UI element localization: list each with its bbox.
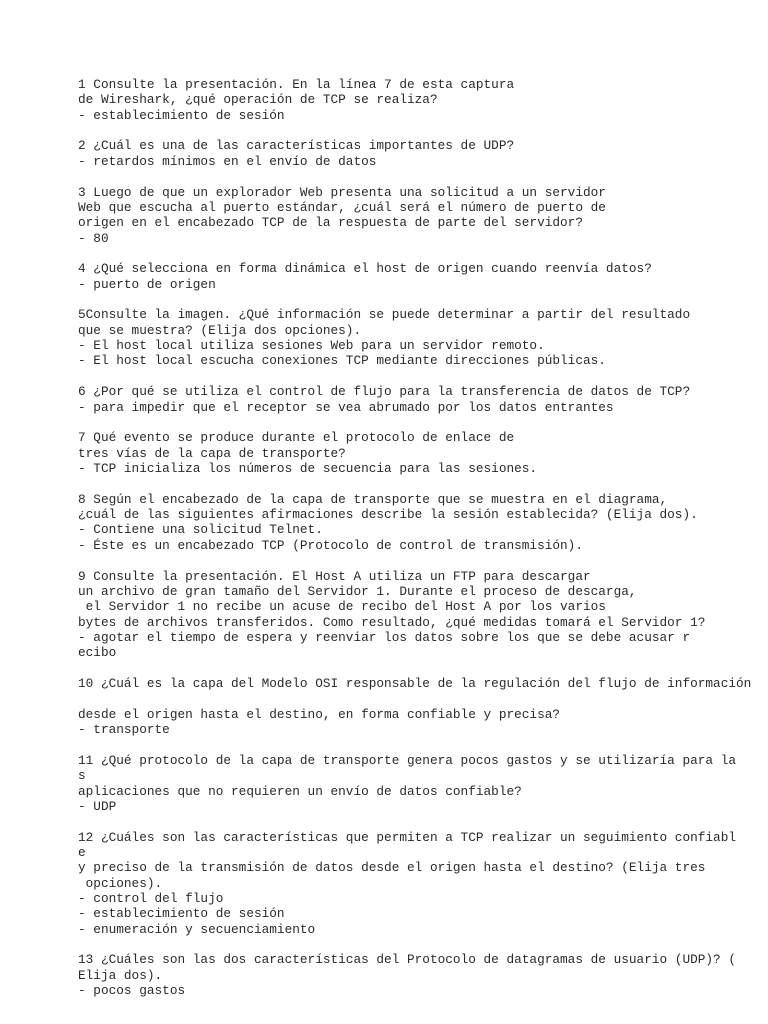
- text-line: 9 Consulte la presentación. El Host A utiliza un FTP para descargar: [78, 568, 591, 584]
- text-line: 2 ¿Cuál es una de las características importantes de UDP?: [78, 138, 515, 154]
- text-line: y preciso de la transmisión de datos desde el origen hasta el destino? (Elija tres: [78, 860, 706, 876]
- text-line: opciones).: [78, 875, 163, 891]
- text-line: que se muestra? (Elija dos opciones).: [78, 322, 362, 338]
- text-line: - puerto de origen: [78, 276, 216, 292]
- text-line: 6 ¿Por qué se utiliza el control de flujo para la transferencia de datos de TCP?: [78, 384, 691, 400]
- blank-line: [78, 814, 751, 829]
- text-line: bytes de archivos transferidos. Como resultado, ¿qué medidas tomará el Servidor 1?: [78, 614, 706, 630]
- text-line: - El host local utiliza sesiones Web para un servidor remoto.: [78, 338, 545, 354]
- text-line: 3 Luego de que un explorador Web presenta una solicitud a un servidor: [78, 184, 606, 200]
- text-line: - para impedir que el receptor se vea abrumado por los datos entrantes: [78, 399, 614, 415]
- text-line: de Wireshark, ¿qué operación de TCP se realiza?: [78, 92, 438, 108]
- blank-line: [78, 123, 751, 138]
- document-text: [78, 77, 751, 999]
- text-line: - establecimiento de sesión: [78, 107, 285, 123]
- text-line: - establecimiento de sesión: [78, 906, 285, 922]
- blank-line: [78, 553, 751, 568]
- text-line: 4 ¿Qué selecciona en forma dinámica el host de origen cuando reenvía datos?: [78, 261, 652, 277]
- text-line: - El host local escucha conexiones TCP mediante direcciones públicas.: [78, 353, 606, 369]
- blank-line: [78, 246, 751, 261]
- text-line: - transporte: [78, 722, 170, 738]
- text-line: s: [78, 768, 86, 784]
- text-line: origen en el encabezado TCP de la respuesta de parte del servidor?: [78, 215, 583, 231]
- text-line: 13 ¿Cuáles son las dos características del Protocolo de datagramas de usuario (UDP)? (: [78, 952, 737, 968]
- blank-line: [78, 415, 751, 430]
- blank-line: [78, 476, 751, 491]
- text-line: 1 Consulte la presentación. En la línea 7 de esta captura: [78, 77, 515, 92]
- text-line: 8 Según el encabezado de la capa de transporte que se muestra en el diagrama,: [78, 491, 668, 507]
- text-line: - control del flujo: [78, 891, 224, 907]
- text-line: Elija dos).: [78, 967, 163, 983]
- text-line: 5Consulte la imagen. ¿Qué información se puede determinar a partir del resultado: [78, 307, 691, 323]
- text-line: tres vías de la capa de transporte?: [78, 445, 346, 461]
- text-line: - UDP: [78, 798, 117, 814]
- blank-line: [78, 937, 751, 952]
- text-line: - TCP inicializa los números de secuencia para las sesiones.: [78, 460, 538, 476]
- text-line: 12 ¿Cuáles son las características que permiten a TCP realizar un seguimiento confiabl: [78, 829, 737, 845]
- text-line: un archivo de gran tamaño del Servidor 1. Durante el proceso de descarga,: [78, 583, 637, 599]
- text-line: - 80: [78, 230, 109, 246]
- blank-line: [78, 292, 751, 307]
- text-line: - Contiene una solicitud Telnet.: [78, 522, 323, 538]
- blank-line: [78, 737, 751, 752]
- blank-line: [78, 369, 751, 384]
- text-line: e: [78, 844, 86, 860]
- blank-line: [78, 169, 751, 184]
- blank-line: [78, 661, 751, 676]
- text-line: aplicaciones que no requieren un envío de datos confiable?: [78, 783, 522, 799]
- text-line: - pocos gastos: [78, 983, 186, 999]
- text-line: - agotar el tiempo de espera y reenviar los datos sobre los que se debe acusar r: [78, 629, 691, 645]
- text-line: - Éste es un encabezado TCP (Protocolo de control de transmisión).: [78, 537, 583, 553]
- text-line: - enumeración y secuenciamiento: [78, 921, 316, 937]
- text-line: 7 Qué evento se produce durante el protocolo de enlace de: [78, 430, 515, 446]
- text-line: 11 ¿Qué protocolo de la capa de transporte genera pocos gastos y se utilizaría para la: [78, 752, 737, 768]
- text-line: 10 ¿Cuál es la capa del Modelo OSI responsable de la regulación del flujo de información: [78, 676, 752, 692]
- text-line: ¿cuál de las siguientes afirmaciones describe la sesión establecida? (Elija dos).: [78, 507, 698, 523]
- text-line: ecibo: [78, 645, 117, 661]
- text-line: - retardos mínimos en el envío de datos: [78, 153, 377, 169]
- text-line: Web que escucha al puerto estándar, ¿cuál será el número de puerto de: [78, 199, 606, 215]
- blank-line: [78, 691, 751, 706]
- text-line: el Servidor 1 no recibe un acuse de recibo del Host A por los varios: [78, 599, 606, 615]
- text-line: desde el origen hasta el destino, en forma confiable y precisa?: [78, 706, 561, 722]
